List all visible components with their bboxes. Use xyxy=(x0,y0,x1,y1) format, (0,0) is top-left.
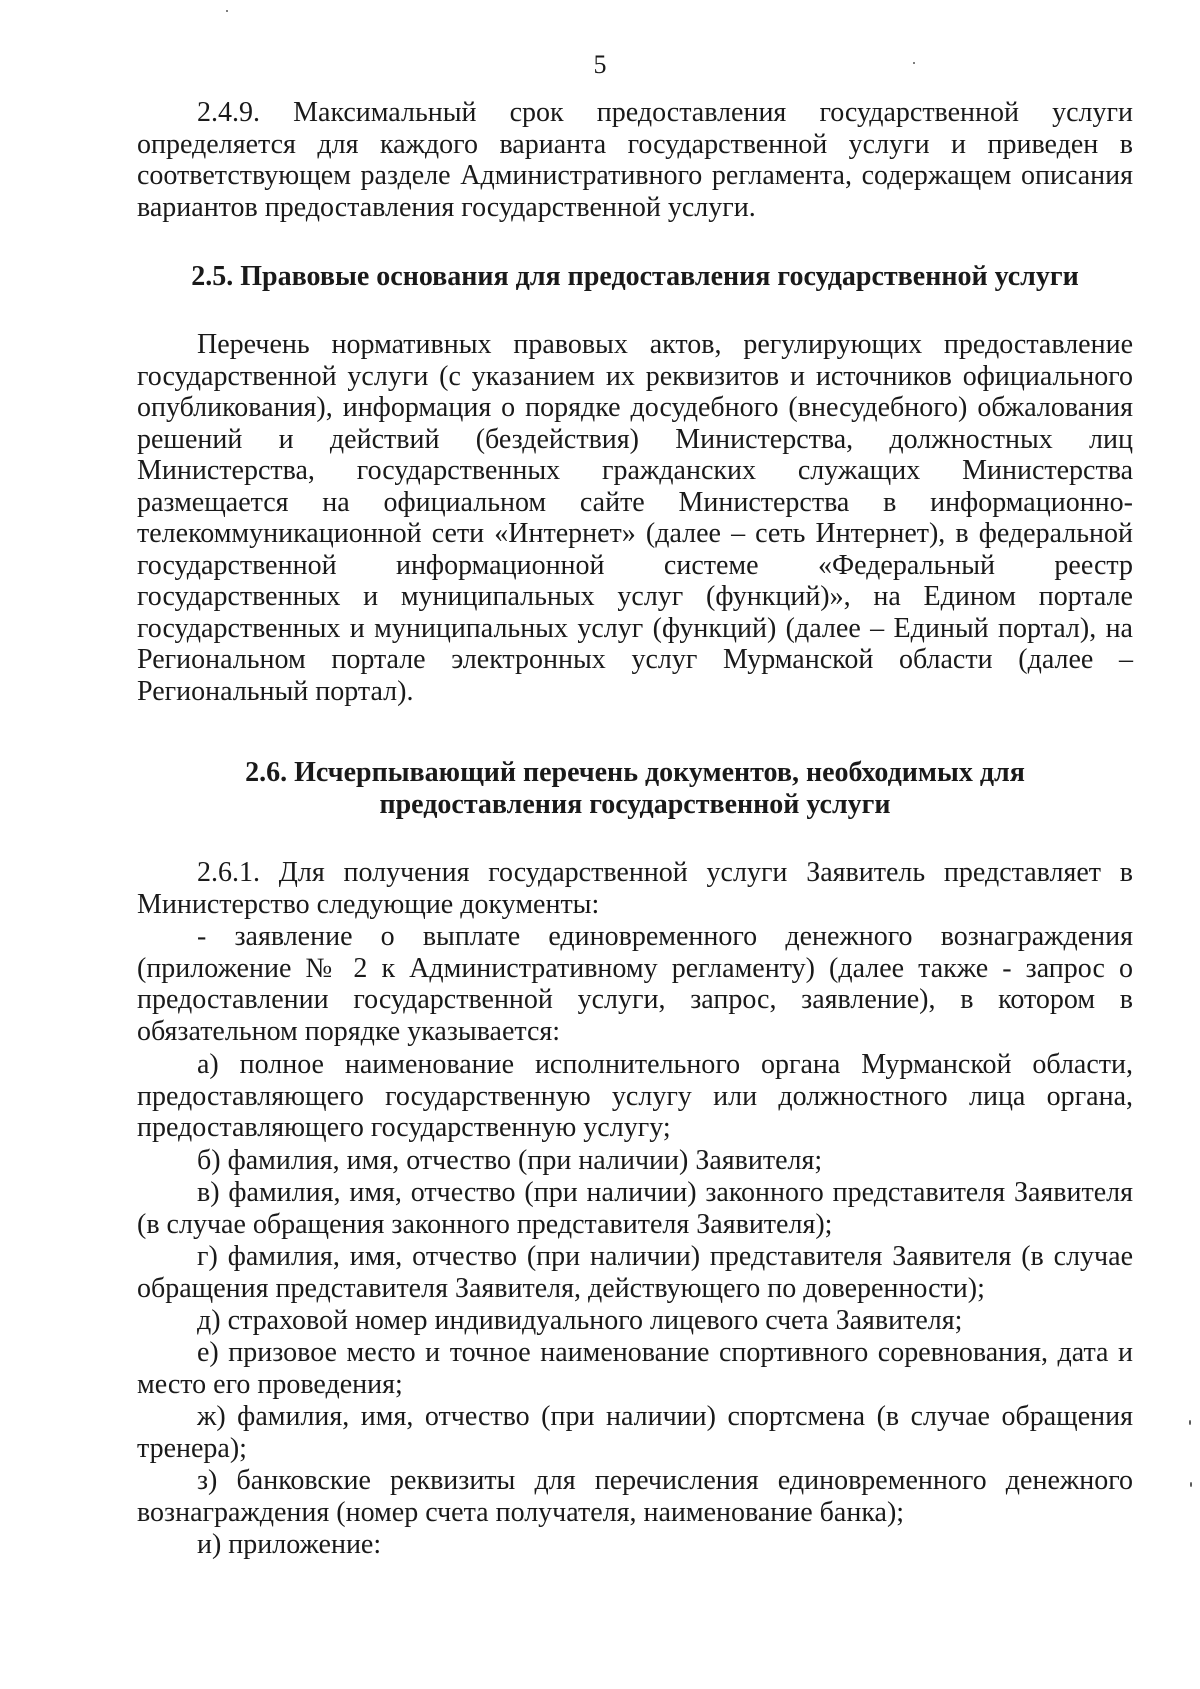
paragraph-2-5: Перечень нормативных правовых актов, регулирующих предоставление государственной услуги (с указанием их реквизитов и источников официального опубликования), информация о порядке досудебного (внесудебного) обжалования решений и действий (бездействия) Министерства, должностных лиц Министерства, государственных гражданских служащих Министерства размещается на официальном сайте Министерства в информационно-телекоммуникационной сети «Интернет» (далее – сеть Интернет), в федеральной государственной информационной системе «Федеральный реестр государственных и муниципальных услуг (функций)», на Едином портале государственных и муниципальных услуг (функций) (далее – Единый портал), на Региональном портале электронных услуг Мурманской области (далее – Региональный портал). xyxy=(137,329,1133,707)
scan-speck xyxy=(1189,1420,1191,1425)
list-item-zh: ж) фамилия, имя, отчество (при наличии) спортсмена (в случае обращения тренера); xyxy=(137,1401,1133,1464)
paragraph-2-6-1: 2.6.1. Для получения государственной услуги Заявитель представляет в Министерство следующие документы: xyxy=(137,857,1133,920)
list-item-v: в) фамилия, имя, отчество (при наличии) законного представителя Заявителя (в случае обращения законного представителя Заявителя); xyxy=(137,1177,1133,1240)
page-number: 5 xyxy=(593,50,607,79)
list-item-d: д) страховой номер индивидуального лицевого счета Заявителя; xyxy=(197,1305,963,1336)
heading-2-6-line-2: предоставления государственной услуги xyxy=(379,788,891,820)
list-item-g: г) фамилия, имя, отчество (при наличии) представителя Заявителя (в случае обращения представителя Заявителя, действующего по доверенности); xyxy=(137,1241,1133,1304)
list-item-a: а) полное наименование исполнительного органа Мурманской области, предоставляющего государственную услугу или должностного лица органа, предоставляющего государственную услугу; xyxy=(137,1049,1133,1143)
paragraph-application: - заявление о выплате единовременного денежного вознаграждения (приложение № 2 к Административному регламенту) (далее также - запрос о предоставлении государственной услуги, запрос, заявление), в котором в обязательном порядке указывается: xyxy=(137,921,1133,1047)
list-item-e: е) призовое место и точное наименование спортивного соревнования, дата и место его проведения; xyxy=(137,1337,1133,1400)
heading-2-5: 2.5. Правовые основания для предоставления государственной услуги xyxy=(191,261,1079,292)
scan-speck xyxy=(1190,1482,1192,1487)
list-item-i: и) приложение: xyxy=(197,1529,382,1560)
heading-2-6-line-1: 2.6. Исчерпывающий перечень документов, необходимых для xyxy=(245,757,1025,788)
list-item-z: з) банковские реквизиты для перечисления единовременного денежного вознаграждения (номер счета получателя, наименование банка); xyxy=(137,1465,1133,1528)
list-item-b: б) фамилия, имя, отчество (при наличии) Заявителя; xyxy=(197,1145,823,1176)
scan-speck xyxy=(226,10,228,12)
heading-2-6 xyxy=(137,757,1133,820)
paragraph-2-4-9: 2.4.9. Максимальный срок предоставления государственной услуги определяется для каждого варианта государственной услуги и приведен в соответствующем разделе Административного регламента, содержащем описания вариантов предоставления государственной услуги. xyxy=(137,97,1133,223)
